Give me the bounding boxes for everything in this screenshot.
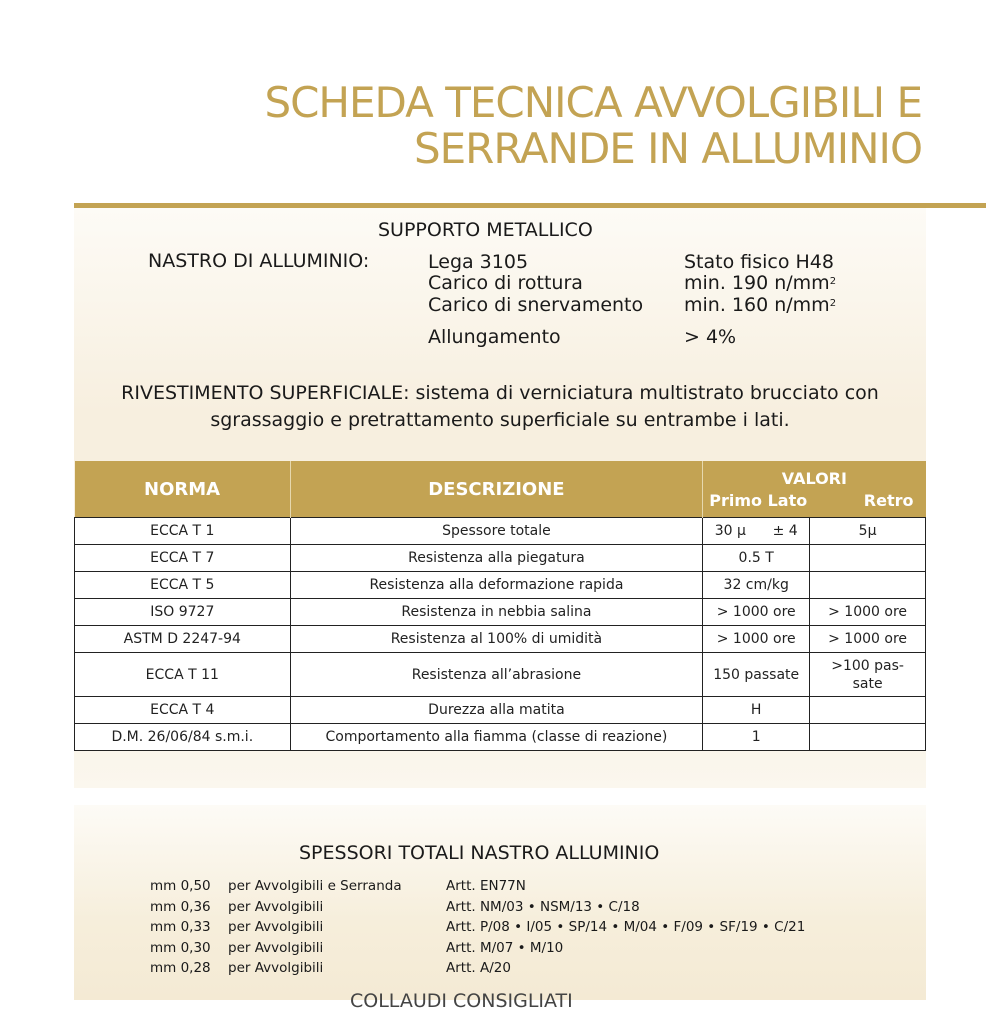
cell-retro (810, 545, 926, 572)
table-row (75, 697, 926, 724)
support-row-value: min. 190 $n/mm^2$ (684, 272, 837, 294)
cell-primo: 32 cm/kg (703, 572, 810, 599)
support-row-name: Lega 3105 (428, 251, 529, 273)
table-row (75, 545, 926, 572)
cell-primo: 0.5 T (703, 545, 810, 572)
thickness-heading: SPESSORI TOTALI NASTRO ALLUMINIO (299, 842, 660, 864)
support-row-name: Carico di snervamento (428, 294, 644, 316)
support-label: NASTRO DI ALLUMINIO: (148, 250, 370, 272)
spec-table (74, 461, 926, 751)
cell-retro (810, 697, 926, 724)
table-row (75, 724, 926, 751)
cell-norma: D.M. 26/06/84 s.m.i. (75, 724, 291, 751)
support-heading: SUPPORTO METALLICO (378, 219, 593, 241)
page-title (264, 80, 922, 172)
cell-primo: > 1000 ore (703, 626, 810, 653)
cell-descrizione: Resistenza al 100% di umidità (290, 626, 703, 653)
support-row-name: Carico di rottura (428, 272, 583, 294)
table-row (75, 518, 926, 545)
cell-descrizione: Resistenza alla piegatura (290, 545, 703, 572)
cell-retro (810, 724, 926, 751)
table-row (75, 599, 926, 626)
cell-retro: >100 pas- sate (810, 653, 926, 697)
cell-norma: ECCA T 4 (75, 697, 291, 724)
cell-descrizione: Resistenza in nebbia salina (290, 599, 703, 626)
page-title-line2: SERRANDE IN ALLUMINIO (413, 124, 922, 173)
support-row-value: > 4% (684, 326, 737, 348)
coating-label: RIVESTIMENTO SUPERFICIALE: (121, 382, 410, 404)
cell-descrizione: Resistenza all’abrasione (290, 653, 703, 697)
table-row (75, 653, 926, 697)
cell-retro: > 1000 ore (810, 599, 926, 626)
cell-norma: ASTM D 2247-94 (75, 626, 291, 653)
cell-retro (810, 572, 926, 599)
cell-norma: ECCA T 1 (75, 518, 291, 545)
cut-off-heading: COLLAUDI CONSIGLIATI (350, 990, 573, 1012)
cell-primo: 150 passate (703, 653, 810, 697)
cell-descrizione: Comportamento alla fiamma (classe di reazione) (290, 724, 703, 751)
cell-norma: ISO 9727 (75, 599, 291, 626)
header-norma: NORMA (75, 461, 291, 518)
cell-primo: 30 µ ± 4 (703, 518, 810, 545)
cell-descrizione: Durezza alla matita (290, 697, 703, 724)
header-valori: VALORI Primo Lato Retro (703, 461, 926, 518)
table-row (75, 626, 926, 653)
cell-primo: H (703, 697, 810, 724)
coating-description: RIVESTIMENTO SUPERFICIALE: sistema di verniciatura multistrato brucciato con sgrassaggio e pretrattamento superficiale su entrambe i lati. (121, 382, 879, 431)
support-row-name: Allungamento (428, 326, 561, 348)
cell-descrizione: Resistenza alla deformazione rapida (290, 572, 703, 599)
cell-retro: 5µ (810, 518, 926, 545)
cell-descrizione: Spessore totale (290, 518, 703, 545)
header-descrizione: DESCRIZIONE (290, 461, 703, 518)
cell-primo: > 1000 ore (703, 599, 810, 626)
cell-primo: 1 (703, 724, 810, 751)
cell-retro: > 1000 ore (810, 626, 926, 653)
cell-norma: ECCA T 7 (75, 545, 291, 572)
support-row-value: min. 160 $n/mm^2$ (684, 294, 837, 316)
page-title-line1: SCHEDA TECNICA AVVOLGIBILI E (264, 78, 922, 127)
cell-norma: ECCA T 11 (75, 653, 291, 697)
table-row (75, 572, 926, 599)
support-row-value: Stato fisico H48 (684, 251, 834, 273)
cell-norma: ECCA T 5 (75, 572, 291, 599)
